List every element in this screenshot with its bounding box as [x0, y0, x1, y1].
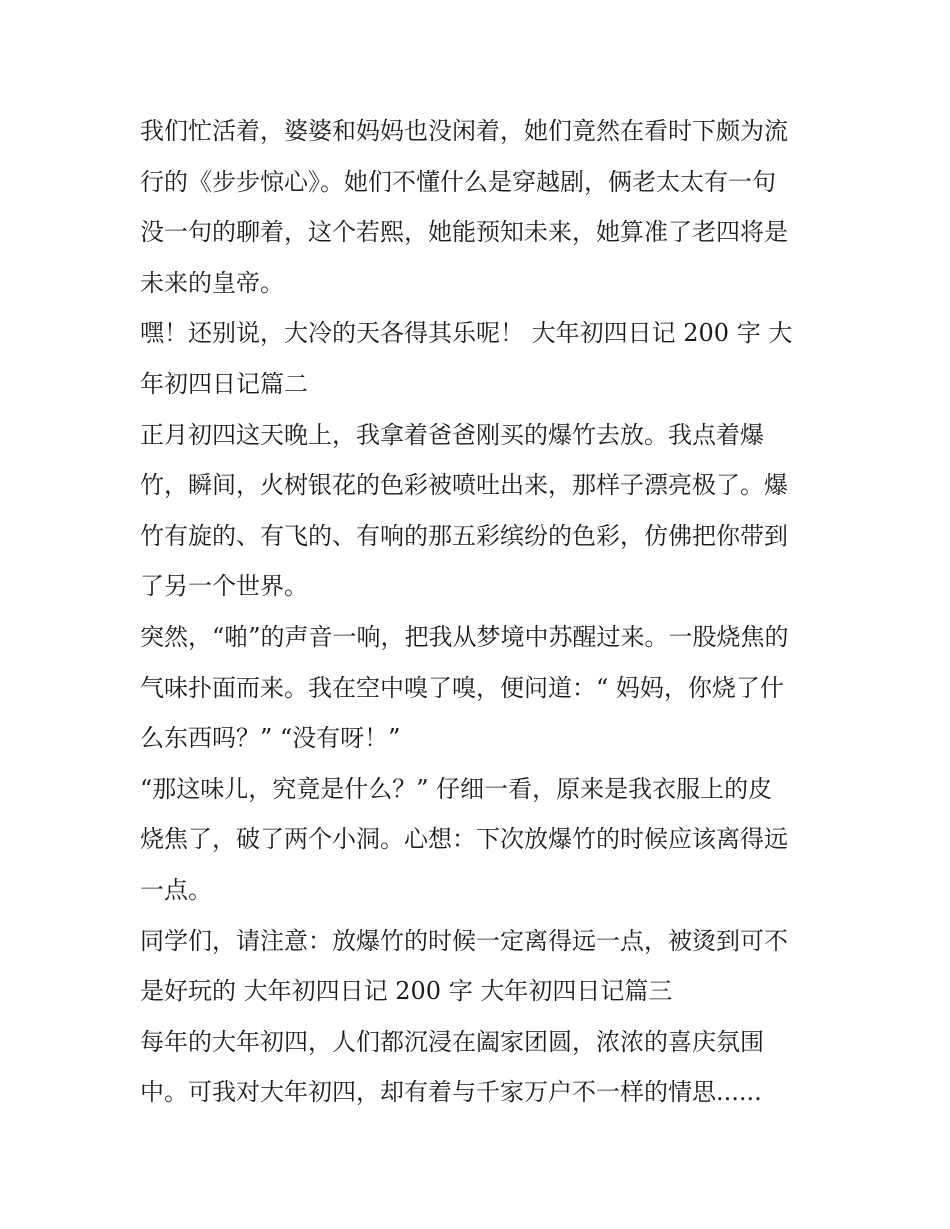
text-line: 竹有旋的、有飞的、有响的那五彩缤纷的色彩，仿佛把你带到: [140, 521, 788, 550]
text-line: 突然，“啪”的声音一响，把我从梦境中苏醒过来。一股烧焦的: [140, 622, 789, 651]
text-line: 中。可我对大年初四，却有着与千家万户不一样的情思......: [140, 1078, 762, 1107]
paragraph-2: [140, 308, 812, 409]
paragraph-6: [140, 916, 812, 1017]
text-line: 未来的皇帝。: [140, 268, 284, 297]
paragraph-3: [140, 410, 812, 612]
text-line: 正月初四这天晚上，我拿着爸爸刚买的爆竹去放。我点着爆: [140, 420, 764, 449]
text-line: 没一句的聊着，这个若熙，她能预知未来，她算准了老四将是: [140, 218, 788, 247]
text-line: 竹，瞬间，火树银花的色彩被喷吐出来，那样子漂亮极了。爆: [140, 471, 788, 500]
document-body: [140, 106, 812, 1118]
text-line: 年初四日记篇二: [140, 369, 308, 398]
paragraph-7: [140, 1017, 812, 1118]
text-line: 烧焦了，破了两个小洞。心想：下次放爆竹的时候应该离得远: [140, 825, 788, 854]
paragraph-4: [140, 612, 812, 764]
text-line: 了另一个世界。: [140, 572, 308, 601]
text-line: 是好玩的 大年初四日记 200 字 大年初四日记篇三: [140, 977, 673, 1006]
text-line: 每年的大年初四，人们都沉浸在阖家团圆，浓浓的喜庆氛围: [140, 1027, 764, 1056]
paragraph-1: [140, 106, 812, 308]
text-line: 我们忙活着，婆婆和妈妈也没闲着，她们竟然在看时下颇为流: [140, 117, 788, 145]
text-line: 么东西吗？” “没有呀！”: [140, 724, 401, 753]
text-line: 一点。: [140, 875, 212, 904]
text-line: 嘿！还别说，大冷的天各得其乐呢！ 大年初四日记 200 字 大: [140, 319, 793, 348]
text-line: 行的《步步惊心》。她们不懂什么是穿越剧，俩老太太有一句: [140, 167, 776, 196]
paragraph-5: [140, 764, 812, 916]
text-line: “那这味儿，究竟是什么？” 仔细一看，原来是我衣服上的皮: [140, 774, 773, 803]
text-line: 同学们，请注意：放爆竹的时候一定离得远一点，被烫到可不: [140, 926, 788, 955]
text-line: 气味扑面而来。我在空中嗅了嗅，便问道：“ 妈妈，你烧了什: [140, 673, 784, 702]
